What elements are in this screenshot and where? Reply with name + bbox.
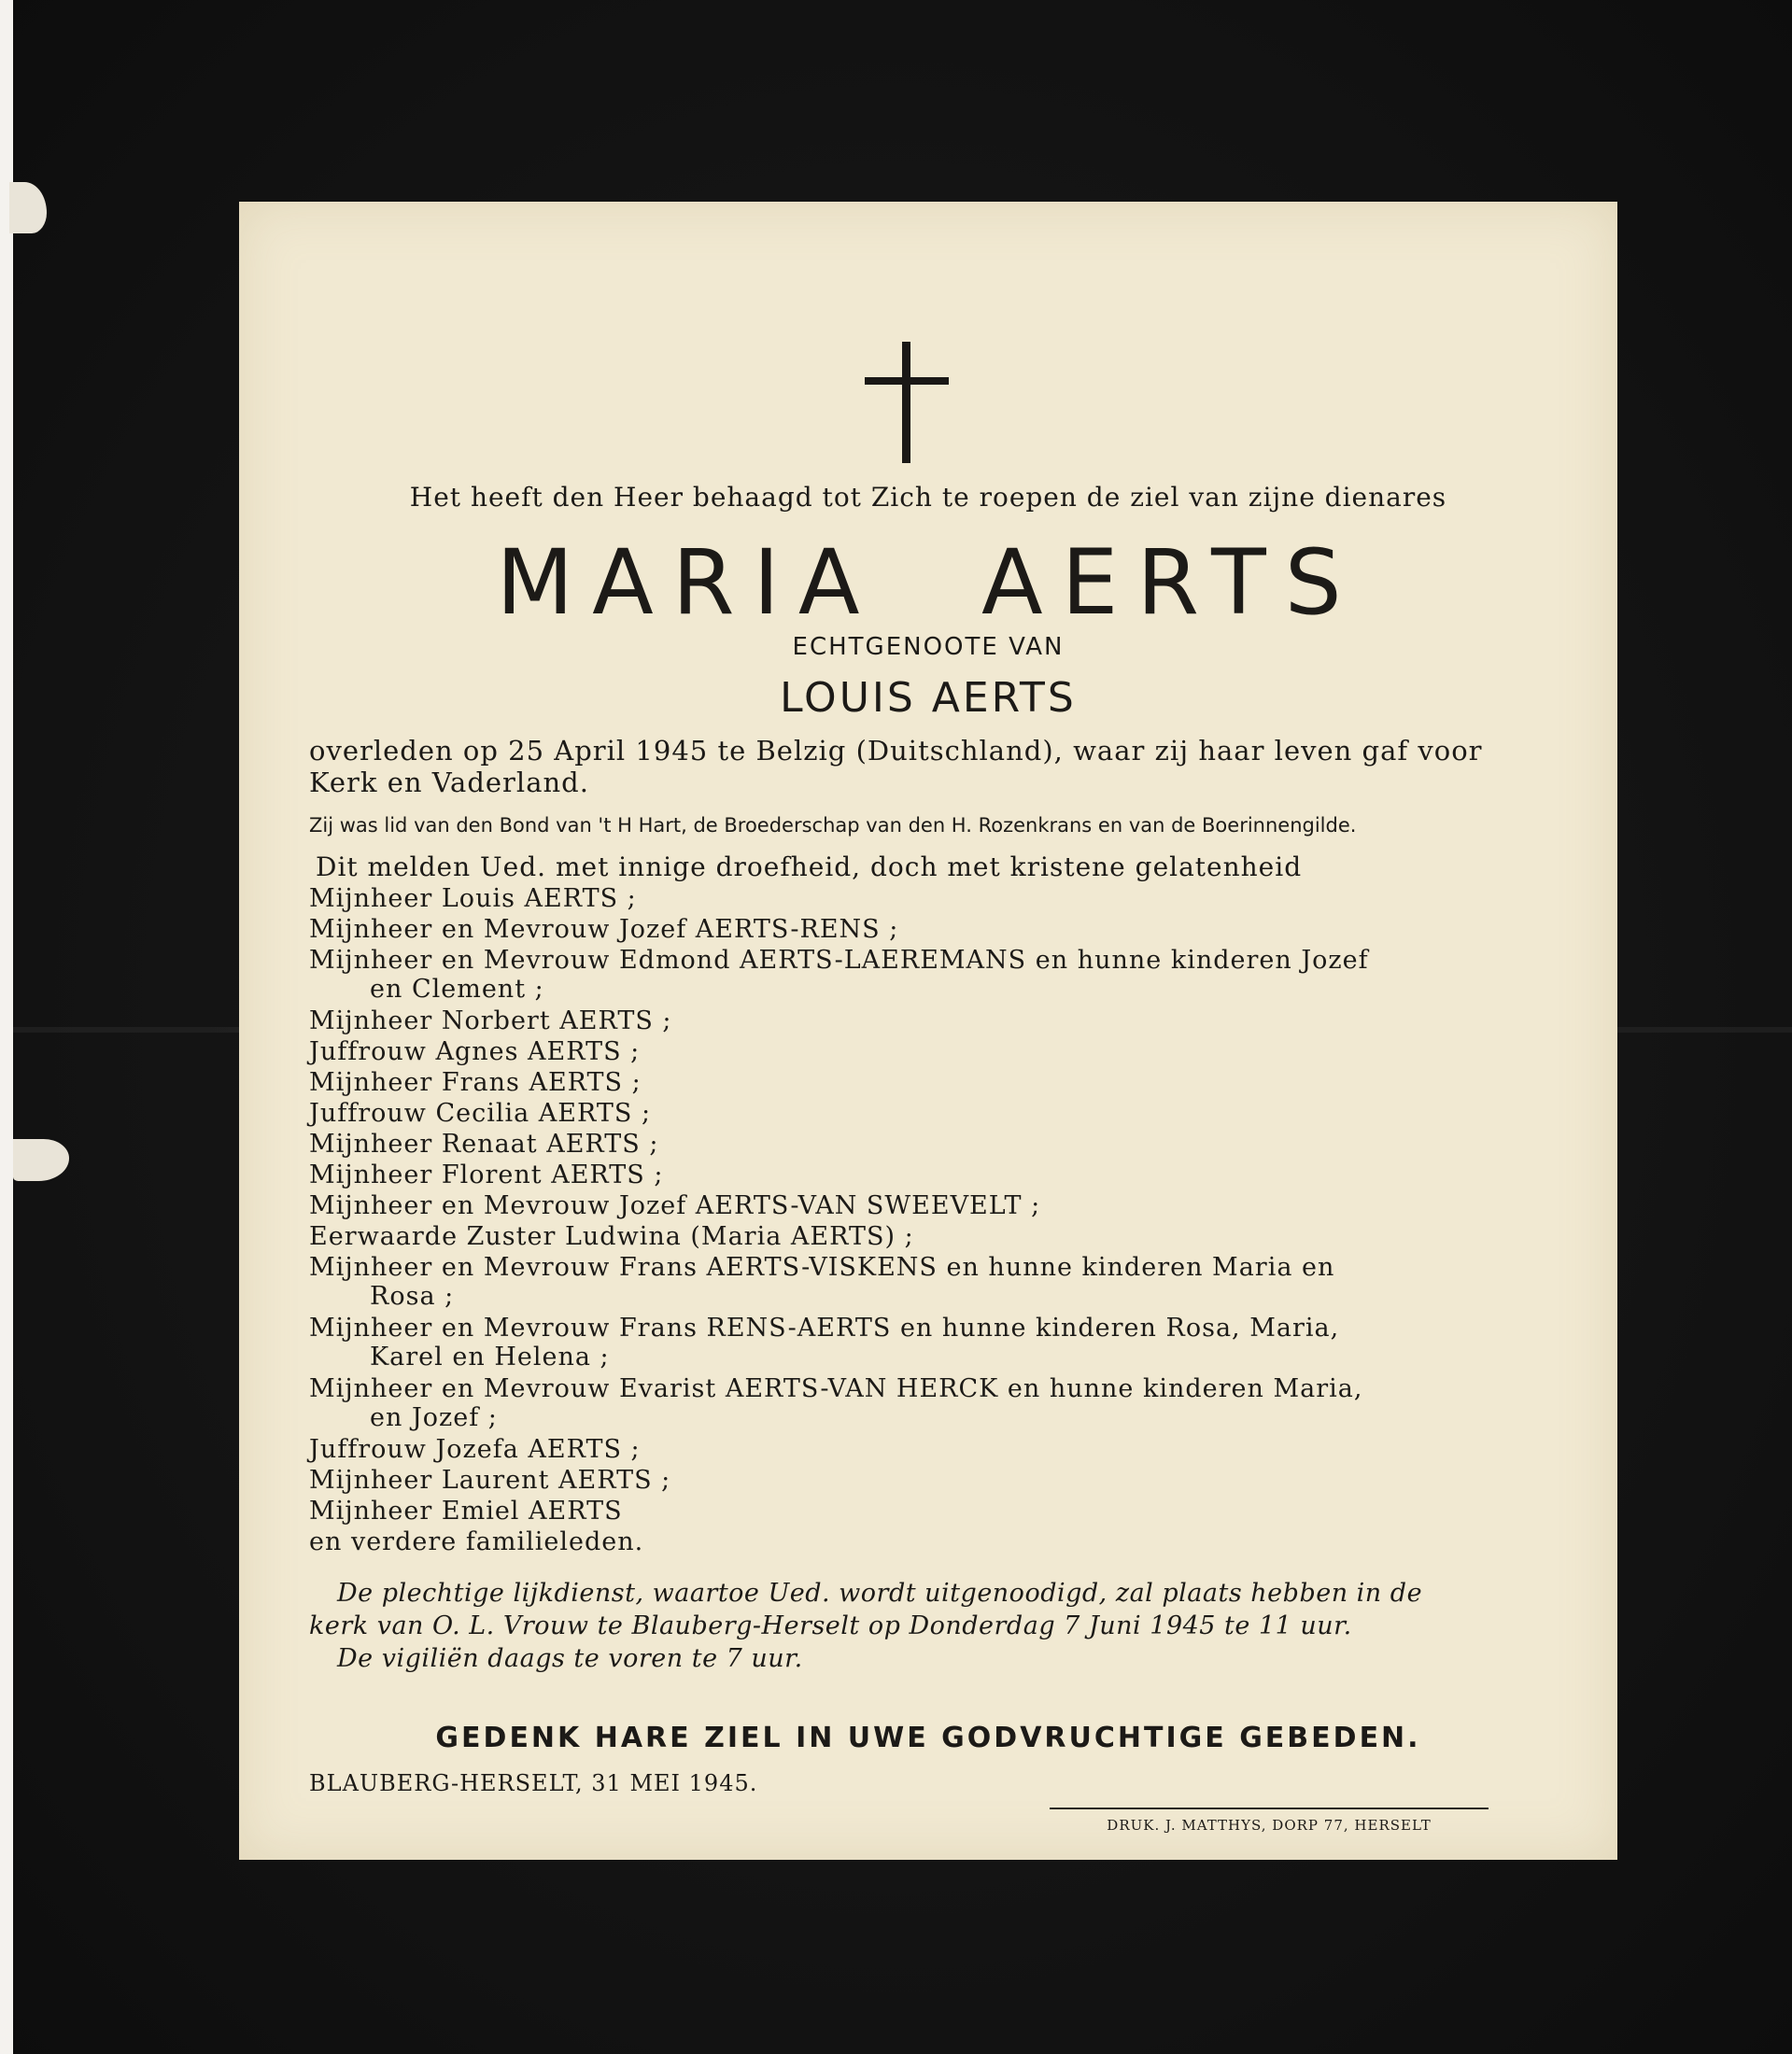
membership-text: Zij was lid van den Bond van 't H Hart, de Broederschap van den H. Rozenkrans en van de Boerinnengilde. (309, 814, 1357, 837)
relative-line: Eerwaarde Zuster Ludwina (Maria AERTS) ; (309, 1222, 914, 1251)
announcement-text: Dit melden Ued. met innige droefheid, doch met kristene gelatenheid (316, 851, 1303, 882)
printer-divider (1050, 1808, 1489, 1809)
relative-line: Mijnheer Renaat AERTS ; (309, 1130, 659, 1159)
prayer-line: GEDENK HARE ZIEL IN UWE GODVRUCHTIGE GEBEDEN. (435, 1722, 1421, 1754)
relative-line: Mijnheer Florent AERTS ; (309, 1161, 664, 1189)
relative-line: Mijnheer en Mevrouw Evarist AERTS-VAN HERCK en hunne kinderen Maria, (309, 1374, 1363, 1403)
relative-line: en Jozef ; (370, 1403, 498, 1432)
deceased-name: MARIA AERTS (496, 530, 1361, 635)
relative-line: Mijnheer Emiel AERTS (309, 1497, 623, 1526)
mourning-card (239, 202, 1617, 1860)
intro-text: Het heeft den Heer behaagd tot Zich te roepen de ziel van zijne dienares (409, 482, 1447, 513)
relative-line: Mijnheer en Mevrouw Frans RENS-AERTS en hunne kinderen Rosa, Maria, (309, 1314, 1340, 1343)
funeral-line-3: De vigiliën daags te voren te 7 uur. (337, 1644, 803, 1673)
relative-line: Mijnheer en Mevrouw Edmond AERTS-LAEREMANS en hunne kinderen Jozef (309, 946, 1369, 975)
death-line-2: Kerk en Vaderland. (309, 767, 589, 798)
relative-line: Mijnheer en Mevrouw Frans AERTS-VISKENS en hunne kinderen Maria en (309, 1253, 1335, 1282)
relative-line: Juffrouw Agnes AERTS ; (309, 1037, 641, 1066)
printer-imprint: DRUK. J. MATTHYS, DORP 77, HERSELT (1107, 1817, 1432, 1834)
relative-line: Mijnheer en Mevrouw Jozef AERTS-VAN SWEEVELT ; (309, 1191, 1041, 1220)
relative-line: Mijnheer Laurent AERTS ; (309, 1466, 671, 1495)
relative-line: Mijnheer Frans AERTS ; (309, 1068, 642, 1097)
death-line-1: overleden op 25 April 1945 te Belzig (Duitschland), waar zij haar leven gaf voor (309, 735, 1483, 767)
relative-line: en verdere familieleden. (309, 1527, 644, 1556)
spouse-label: ECHTGENOOTE VAN (792, 633, 1065, 661)
latin-cross-icon (865, 342, 949, 463)
funeral-line-2: kerk van O. L. Vrouw te Blauberg-Herselt op Donderdag 7 Juni 1945 te 11 uur. (309, 1611, 1352, 1640)
relative-line: Juffrouw Cecilia AERTS ; (309, 1099, 652, 1128)
relative-line: Rosa ; (370, 1282, 455, 1311)
spouse-name: LOUIS AERTS (780, 674, 1077, 722)
relative-line: en Clement ; (370, 975, 544, 1004)
relative-line: Mijnheer Louis AERTS ; (309, 884, 637, 913)
place-date: BLAUBERG-HERSELT, 31 MEI 1945. (309, 1770, 758, 1796)
funeral-line-1: De plechtige lijkdienst, waartoe Ued. wordt uitgenoodigd, zal plaats hebben in de (337, 1579, 1423, 1608)
relative-line: Karel en Helena ; (370, 1343, 610, 1372)
relative-line: Juffrouw Jozefa AERTS ; (309, 1435, 641, 1464)
relative-line: Mijnheer en Mevrouw Jozef AERTS-RENS ; (309, 915, 899, 944)
relative-line: Mijnheer Norbert AERTS ; (309, 1006, 672, 1035)
